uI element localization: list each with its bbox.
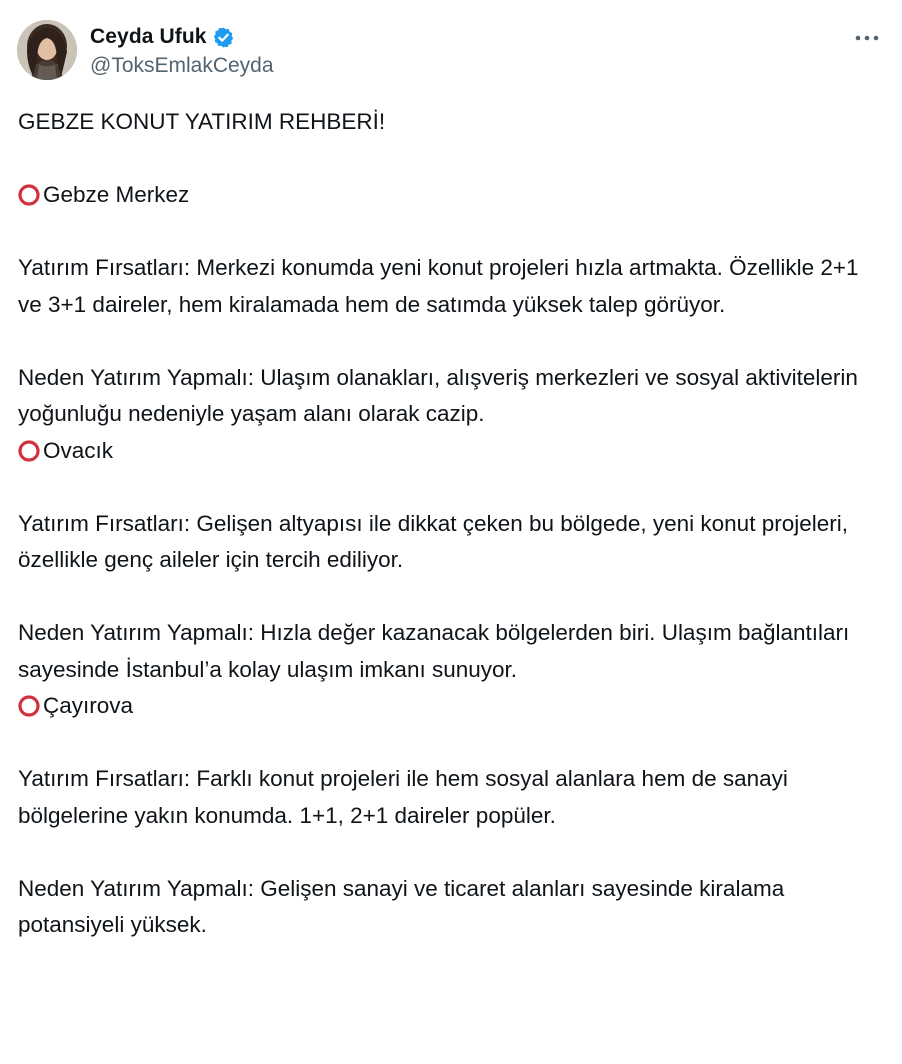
section-ovacik: [18, 433, 886, 689]
section-heading-label: Çayırova: [43, 693, 134, 718]
section-why: Neden Yatırım Yapmalı: Ulaşım olanakları, alışveriş merkezleri ve sosyal aktivitelerin yoğunluğu nedeniyle yaşam alanı olarak cazip.: [18, 364, 858, 426]
tweet-header: [17, 20, 885, 82]
red-circle-icon: [18, 184, 40, 206]
red-circle-icon: [18, 440, 40, 462]
section-cayirova: [18, 688, 886, 944]
handle[interactable]: @ToksEmlakCeyda: [90, 54, 274, 77]
display-name[interactable]: Ceyda Ufuk: [90, 25, 207, 48]
more-options-icon: [855, 35, 879, 41]
section-why: Neden Yatırım Yapmalı: Gelişen sanayi ve ticaret alanları sayesinde kiralama potansiyeli yüksek.: [18, 875, 785, 937]
more-options-button[interactable]: [849, 26, 885, 50]
tweet-text: [18, 104, 886, 944]
red-circle-icon: [18, 695, 40, 717]
verified-badge-icon: [212, 26, 235, 49]
section-opportunities: Yatırım Fırsatları: Merkezi konumda yeni konut projeleri hızla artmakta. Özellikle 2+1 ve 3+1 daireler, hem kiralamada hem de satımda yüksek talep görüyor.: [18, 255, 859, 317]
section-heading: [18, 433, 886, 470]
name-row: [90, 23, 235, 51]
section-gebze-merkez: [18, 177, 886, 433]
section-heading-label: Ovacık: [43, 437, 114, 463]
tweet-title: GEBZE KONUT YATIRIM REHBERİ!: [18, 109, 386, 134]
section-opportunities: Yatırım Fırsatları: Farklı konut projeleri ile hem sosyal alanlara hem de sanayi bölgelerine yakın konumda. 1+1, 2+1 daireler popüler.: [18, 766, 788, 828]
section-opportunities: Yatırım Fırsatları: Gelişen altyapısı ile dikkat çeken bu bölgede, yeni konut projeleri, özellikle genç aileler için tercih ediliyor.: [18, 510, 848, 572]
avatar[interactable]: [17, 20, 77, 80]
section-heading: [18, 688, 886, 725]
section-heading-label: Gebze Merkez: [43, 182, 190, 207]
section-heading: [18, 177, 886, 214]
avatar-photo: [17, 20, 77, 80]
section-why: Neden Yatırım Yapmalı: Hızla değer kazanacak bölgelerden biri. Ulaşım bağlantıları sayesinde İstanbul’a kolay ulaşım imkanı sunuyor.: [18, 620, 850, 682]
